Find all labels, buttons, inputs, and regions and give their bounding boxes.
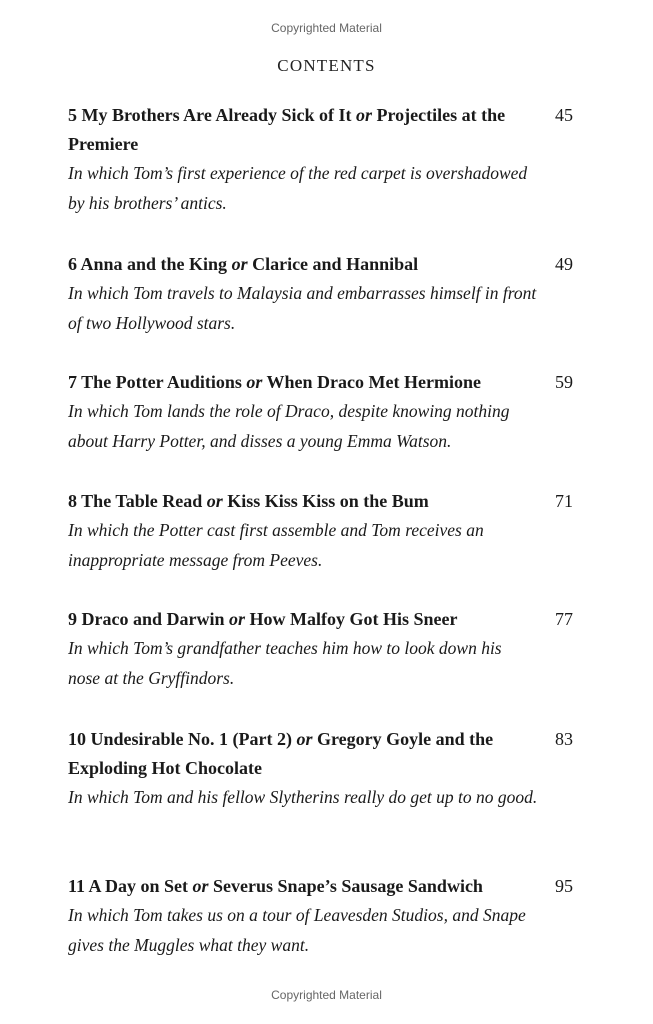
toc-entry-11[interactable] <box>68 872 573 960</box>
entry-title: 6 Anna and the King or Clarice and Hannibal <box>68 254 419 274</box>
entry-description: In which Tom and his fellow Slytherins really do get up to no good. <box>68 787 538 807</box>
toc-entry-10[interactable] <box>68 725 573 813</box>
copyright-watermark-bottom: Copyrighted Material <box>271 988 382 1002</box>
entry-page-number: 95 <box>555 876 573 896</box>
toc-entry-8[interactable] <box>68 487 573 575</box>
contents-heading: CONTENTS <box>277 56 376 75</box>
entry-page-number: 83 <box>555 729 573 749</box>
entry-title: 7 The Potter Auditions or When Draco Met Hermione <box>68 372 481 392</box>
entry-description: In which Tom takes us on a tour of Leavesden Studios, and Snape gives the Muggles what they want. <box>68 905 526 955</box>
entry-page-number: 49 <box>555 254 573 274</box>
entry-title: 8 The Table Read or Kiss Kiss Kiss on the Bum <box>68 491 429 511</box>
entry-title: 10 Undesirable No. 1 (Part 2) or Gregory Goyle and the Exploding Hot Chocolate <box>68 729 494 778</box>
entry-description: In which the Potter cast first assemble and Tom receives an inappropriate message from Peeves. <box>68 520 484 570</box>
entry-title: 5 My Brothers Are Already Sick of It or Projectiles at the Premiere <box>68 105 506 154</box>
entry-page-number: 77 <box>555 609 573 629</box>
toc-entry-9[interactable] <box>68 605 573 693</box>
copyright-watermark-top: Copyrighted Material <box>271 21 382 35</box>
entry-title: 11 A Day on Set or Severus Snape’s Sausage Sandwich <box>68 876 483 896</box>
entry-description: In which Tom’s first experience of the red carpet is overshadowed by his brothers’ antics. <box>68 163 528 213</box>
entry-page-number: 59 <box>555 372 573 392</box>
entry-description: In which Tom’s grandfather teaches him how to look down his nose at the Gryffindors. <box>68 638 502 688</box>
toc-entry-5[interactable] <box>68 101 573 218</box>
toc-entry-6[interactable] <box>68 250 573 338</box>
entry-page-number: 45 <box>555 105 573 125</box>
toc-entry-7[interactable] <box>68 368 573 456</box>
entry-description: In which Tom lands the role of Draco, despite knowing nothing about Harry Potter, and disses a young Emma Watson. <box>68 401 510 451</box>
entry-description: In which Tom travels to Malaysia and embarrasses himself in front of two Hollywood stars. <box>68 283 537 333</box>
entry-title: 9 Draco and Darwin or How Malfoy Got His Sneer <box>68 609 458 629</box>
entry-page-number: 71 <box>555 491 573 511</box>
